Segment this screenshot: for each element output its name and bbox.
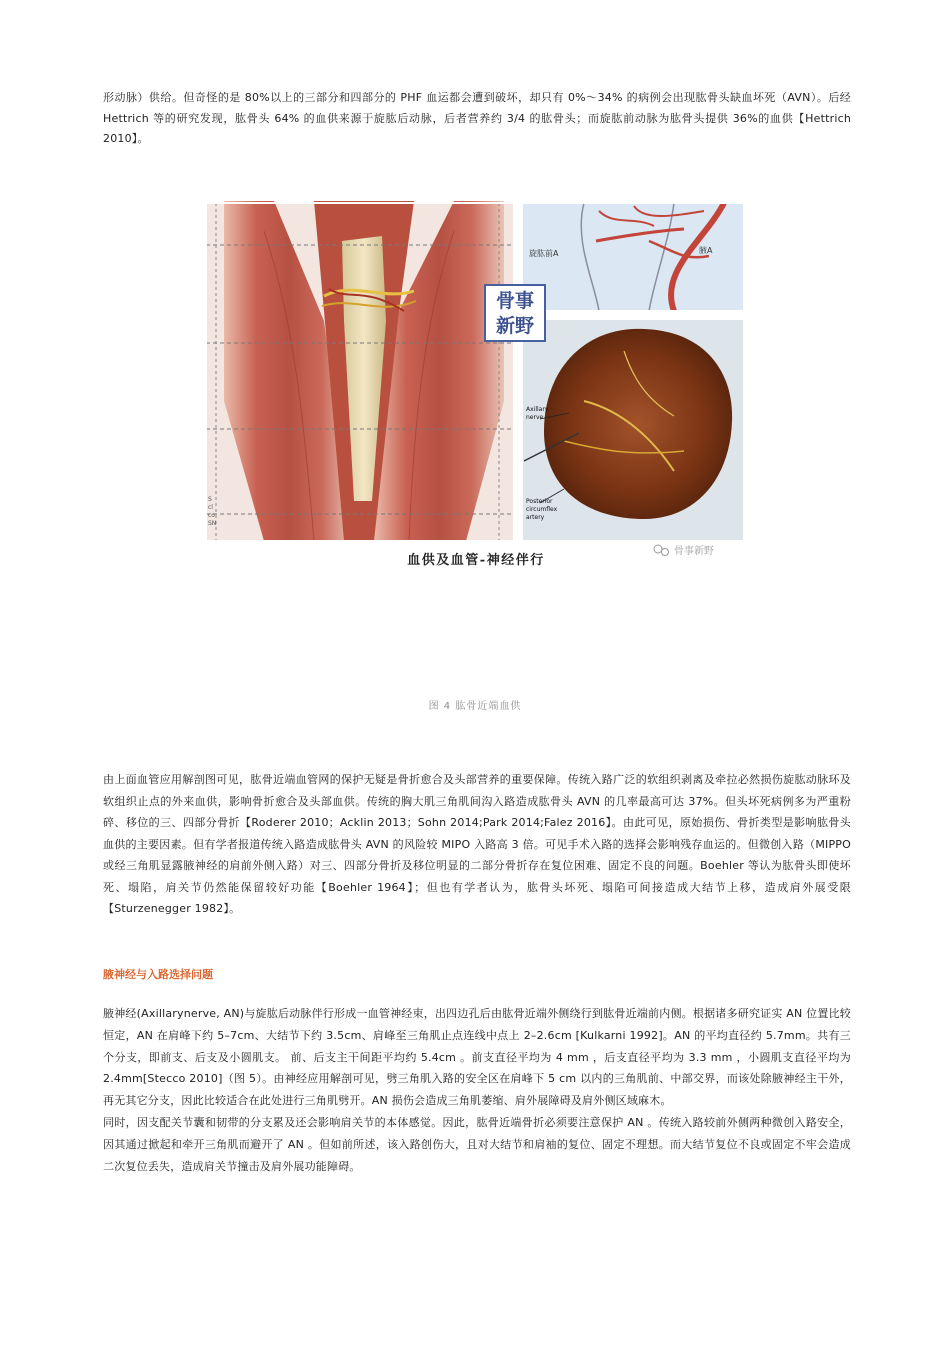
anatomy-figure xyxy=(204,201,748,573)
section-heading: 腋神经与入路选择问题 xyxy=(103,968,213,981)
watermark-line1: 骨事 xyxy=(495,290,535,312)
paragraph-axillary-nerve-part1: 腋神经(Axillarynerve, AN)与旋肱后动脉伴行形成一血管神经束，出四边孔后由肱骨近端外侧绕行到肱骨近端前内侧。根据诸多研究证实 AN 位置比较恒定，AN 在肩峰下约 5–7cm、大结节下约 3.5cm、肩峰至三角肌止点连线中点上 2–2.6cm [Kulkarni 1992]。AN 的平均直径约 5.7mm。共有三个分支，即前支、后支及小圆肌支。 前、后支主干间距平均约 5.4cm 。前支直径平均为 4 mm ，后支直径平均为 3.3 mm ，小圆肌支直径平均为 2.4mm[Stecco 2010]（图 5）。由神经应用解剖可见，劈三角肌入路的安全区在肩峰下 5 cm 以内的三角肌前、中部交界，而该处除腋神经主干外，再无其它分支，因此比较适合在此处进行三角肌劈开。AN 损伤会造成三角肌萎缩、肩外展障碍及肩外侧区域麻木。 xyxy=(103,1007,851,1108)
figure-bottom-title: 血供及血管-神经伴行 xyxy=(407,553,545,568)
side-mark-1: S xyxy=(208,496,212,503)
paragraph-vascular-protection: 由上面血管应用解剖图可见，肱骨近端血管网的保护无疑是骨折愈合及头部营养的重要保障。传统入路广泛的软组织剥离及牵拉必然损伤旋肱动脉环及软组织止点的外来血供，影响骨折愈合及头部血供。传统的胸大肌三角肌间沟入路造成肱骨头 AVN 的几率最高可达 37%。但头坏死病例多为严重粉碎、移位的三、四部分骨折【Roderer 2010；Acklin 2013；Sohn 2014;Park 2014;Falez 2016】。由此可见，原始损伤、骨折类型是影响肱骨头血供的主要因素。但有学者报道传统入路造成肱骨头 AVN 的风险较 MIPO 入路高 3 倍。可见手术入路的选择会影响残存血运的。但微创入路（MIPPO 或经三角肌显露腋神经的肩前外侧入路）对三、四部分骨折及移位明显的二部分骨折存在复位困难、固定不良的问题。Boehler 等认为肱骨头即使坏死、塌陷，肩关节仍然能保留较好功能【Boehler 1964】；但也有学者认为，肱骨头坏死、塌陷可间接造成大结节上移，造成肩外展受限【Sturzenegger 1982】。 xyxy=(103,773,851,915)
wechat-logo-icon xyxy=(654,545,669,556)
paragraph-axillary-nerve-part2: 同时，因支配关节囊和韧带的分支累及还会影响肩关节的本体感觉。因此，肱骨近端骨折必须要注意保护 AN 。传统入路较前外侧两种微创入路安全，因其通过掀起和牵开三角肌而避开了 AN 。但如前所述，该入路创伤大，且对大结节和肩袖的复位、固定不理想。而大结节复位不良或固定不牢会造成二次复位丢失，造成肩关节撞击及肩外展功能障碍。 xyxy=(103,1115,851,1173)
figure-caption: 图 4 肱骨近端血供 xyxy=(428,701,522,712)
label-pcha-3: artery xyxy=(526,514,545,521)
figure-bottom-logo: 骨事新野 xyxy=(674,546,714,557)
side-mark-2: cl xyxy=(208,504,213,511)
anatomy-illustration xyxy=(204,201,748,573)
label-anterior-circumflex: 旋肱前A xyxy=(529,249,559,258)
label-axillary-nerve-1: Axillary xyxy=(526,406,549,413)
label-axillary-nerve-2: nerve xyxy=(526,414,544,421)
paragraph-axillary-nerve xyxy=(103,1003,851,1177)
watermark-line2: 新野 xyxy=(495,315,535,337)
side-mark-4: SN xyxy=(208,520,217,527)
label-axillary-artery: 腋A xyxy=(699,246,713,255)
label-pcha-1: Posterior xyxy=(526,498,553,505)
paragraph-blood-supply: 形动脉）供给。但奇怪的是 80%以上的三部分和四部分的 PHF 血运都会遭到破坏，却只有 0%～34% 的病例会出现肱骨头缺血坏死（AVN）。后经 Hettrich 等的研究发现，肱骨头 64% 的血供来源于旋肱后动脉，后者营养约 3/4 的肱骨头；而旋肱前动脉为肱骨头提供 36%的血供【Hettrich 2010】。 xyxy=(103,91,851,145)
side-mark-3: co xyxy=(208,512,215,519)
label-pcha-2: circumflex xyxy=(526,506,558,513)
